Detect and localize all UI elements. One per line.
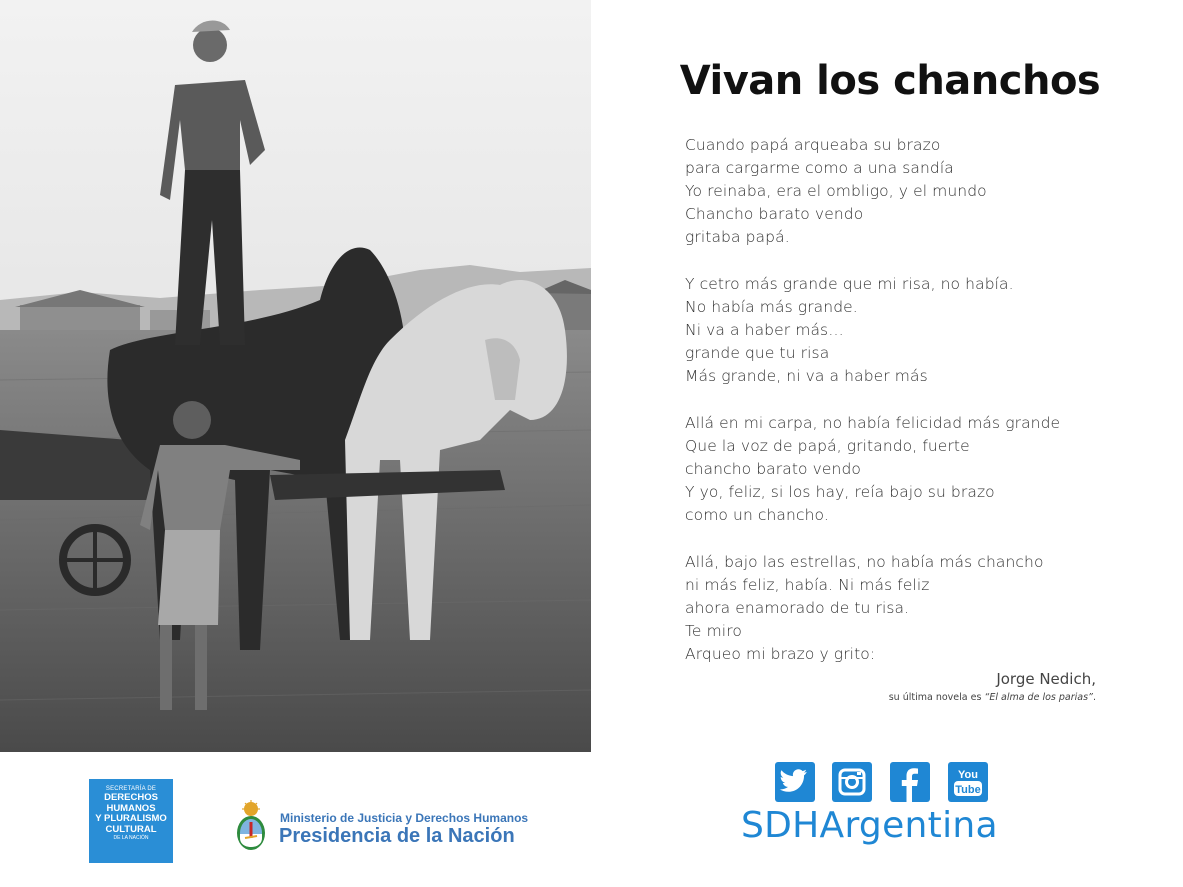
poem-line: ni más feliz, había. Ni más feliz — [685, 576, 930, 594]
author-note-suffix: . — [1092, 692, 1096, 703]
poem-title: Vivan los chanchos — [679, 58, 1101, 104]
poem-line: para cargarme como a una sandía — [685, 159, 954, 177]
poem-line: Allá, bajo las estrellas, no había más chancho — [685, 553, 1044, 571]
ministry-name: Ministerio de Justicia y Derechos Humanos — [280, 811, 529, 825]
stanza-2 — [685, 273, 1105, 388]
youtube-label-tube: Tube — [955, 784, 981, 796]
poem-line: Cuando papá arqueaba su brazo — [685, 136, 941, 154]
instagram-icon — [832, 762, 872, 802]
photograph-men-with-horses — [0, 0, 591, 752]
sdh-logo-line4: Y PLURALISMO — [95, 813, 167, 824]
poem-line: Yo reinaba, era el ombligo, y el mundo — [685, 182, 987, 200]
twitter-button[interactable] — [775, 762, 815, 802]
poem-line: Y cetro más grande que mi risa, no había. — [685, 275, 1014, 293]
twitter-icon — [775, 762, 815, 802]
youtube-label-you: You — [958, 769, 978, 781]
poem-line: ahora enamorado de tu risa. — [685, 599, 910, 617]
facebook-icon — [890, 762, 930, 802]
youtube-button[interactable] — [948, 762, 988, 802]
poem-body — [685, 134, 1105, 690]
poem-line: Y yo, feliz, si los hay, reía bajo su brazo — [685, 483, 995, 501]
youtube-icon — [948, 762, 988, 802]
poem-line: chancho barato vendo — [685, 460, 861, 478]
poem-line: Más grande, ni va a haber más — [685, 367, 928, 385]
sdh-logo-line5: CULTURAL — [105, 823, 157, 835]
coat-of-arms-icon — [233, 800, 269, 856]
stanza-3 — [685, 412, 1105, 527]
sdh-logo-line3: HUMANOS — [106, 802, 156, 814]
instagram-button[interactable] — [832, 762, 872, 802]
poem-line: como un chancho. — [685, 506, 829, 524]
poem-line: Que la voz de papá, gritando, fuerte — [685, 437, 970, 455]
facebook-button[interactable] — [890, 762, 930, 802]
sdh-logo-line6: DE LA NACIÓN — [113, 835, 149, 841]
author-note — [889, 692, 1096, 703]
presidency-name: Presidencia de la Nación — [279, 825, 515, 847]
poem-line: Allá en mi carpa, no había felicidad más grande — [685, 414, 1061, 432]
poem-line: Ni va a haber más… — [685, 321, 844, 339]
novel-title: “El alma de los parias” — [984, 692, 1093, 703]
poem-line: Te miro — [685, 622, 742, 640]
author-name: Jorge Nedich, — [996, 670, 1096, 688]
poem-line: Chancho barato vendo — [685, 205, 864, 223]
poem-line: gritaba papá. — [685, 228, 790, 246]
social-handle[interactable]: SDHArgentina — [741, 805, 998, 846]
poem-line: Arqueo mi brazo y grito: — [685, 645, 876, 663]
poem-line: No había más grande. — [685, 298, 858, 316]
sdh-logo — [89, 779, 173, 863]
sdh-logo-line1: SECRETARÍA DE — [105, 786, 157, 792]
stanza-4 — [685, 551, 1105, 666]
poem-line: grande que tu risa — [685, 344, 830, 362]
stanza-1 — [685, 134, 1105, 249]
sdh-logo-line2: DERECHOS — [104, 792, 158, 803]
author-note-prefix: su última novela es — [888, 692, 985, 703]
